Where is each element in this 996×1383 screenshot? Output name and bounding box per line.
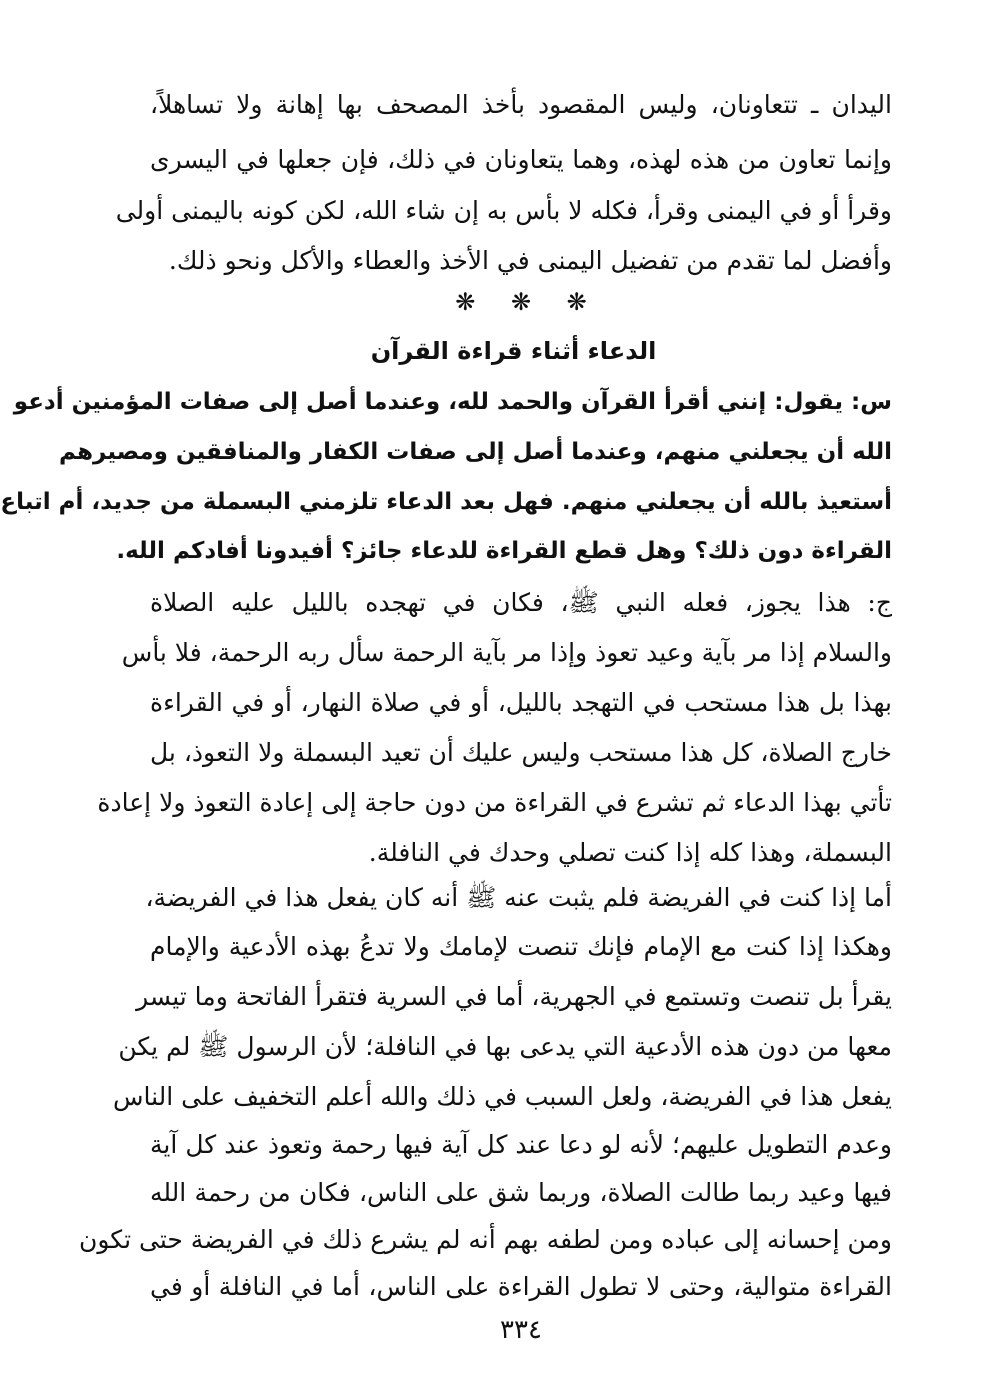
section-divider-ornament: ❋ ❋ ❋ — [455, 288, 587, 316]
answer-line: ومن إحسانه إلى عباده ومن لطفه بهم أنه لم يشرع ذلك في الفريضة حتى تكون — [79, 1225, 892, 1254]
answer-line: ج: هذا يجوز، فعله النبي ﷺ، فكان في تهجده بالليل عليه الصلاة — [150, 588, 892, 617]
answer-line: يفعل هذا في الفريضة، ولعل السبب في ذلك والله أعلم التخفيف على الناس — [112, 1082, 892, 1111]
answer-line: وعدم التطويل عليهم؛ لأنه لو دعا عند كل آية فيها رحمة وتعوذ عند كل آية — [150, 1130, 892, 1159]
paragraph-line: وقرأ أو في اليمنى وقرأ، فكله لا بأس به إن شاء الله، لكن كونه باليمنى أولى — [115, 196, 892, 225]
paragraph-line: وإنما تعاون من هذه لهذه، وهما يتعاونان في ذلك، فإن جعلها في اليسرى — [150, 145, 892, 174]
answer-line: تأتي بهذا الدعاء ثم تشرع في القراءة من دون حاجة إلى إعادة التعوذ ولا إعادة — [97, 788, 892, 817]
answer-line: القراءة متوالية، وحتى لا تطول القراءة على الناس، أما في النافلة أو في — [150, 1272, 892, 1301]
answer-line: والسلام إذا مر بآية وعيد تعوذ وإذا مر بآية الرحمة سأل ربه الرحمة، فلا بأس — [121, 638, 892, 667]
answer-line: يقرأ بل تنصت وتستمع في الجهرية، أما في السرية فتقرأ الفاتحة وما تيسر — [136, 982, 892, 1011]
answer-line: معها من دون هذه الأدعية التي يدعى بها في النافلة؛ لأن الرسول ﷺ لم يكن — [118, 1032, 892, 1061]
page-number: ٣٣٤ — [500, 1315, 542, 1345]
question-line: س: يقول: إنني أقرأ القرآن والحمد لله، وعندما أصل إلى صفات المؤمنين أدعو — [13, 389, 892, 415]
answer-line: خارج الصلاة، كل هذا مستحب وليس عليك أن تعيد البسملة ولا التعوذ، بل — [150, 738, 892, 767]
answer-line: وهكذا إذا كنت مع الإمام فإنك تنصت لإمامك ولا تدعُ بهذه الأدعية والإمام — [150, 932, 892, 961]
question-line: القراءة دون ذلك؟ وهل قطع القراءة للدعاء جائز؟ أفيدونا أفادكم الله. — [116, 538, 892, 564]
answer-line: البسملة، وهذا كله إذا كنت تصلي وحدك في النافلة. — [368, 838, 892, 867]
paragraph-line: وأفضل لما تقدم من تفضيل اليمنى في الأخذ والعطاء والأكل ونحو ذلك. — [168, 246, 892, 275]
answer-line: فيها وعيد ربما طالت الصلاة، وربما شق على الناس، فكان من رحمة الله — [150, 1178, 892, 1207]
paragraph-line: اليدان ـ تتعاونان، وليس المقصود بأخذ المصحف بها إهانة ولا تساهلاً، — [150, 90, 892, 119]
question-line: الله أن يجعلني منهم، وعندما أصل إلى صفات الكفار والمنافقين ومصيرهم — [59, 439, 892, 465]
question-line: أستعيذ بالله أن يجعلني منهم. فهل بعد الدعاء تلزمني البسملة من جديد، أم اتباع — [0, 489, 892, 515]
answer-line: أما إذا كنت في الفريضة فلم يثبت عنه ﷺ أنه كان يفعل هذا في الفريضة، — [145, 883, 892, 912]
section-heading: الدعاء أثناء قراءة القرآن — [370, 337, 657, 365]
answer-line: بهذا بل هذا مستحب في التهجد بالليل، أو في صلاة النهار، أو في القراءة — [150, 688, 892, 717]
